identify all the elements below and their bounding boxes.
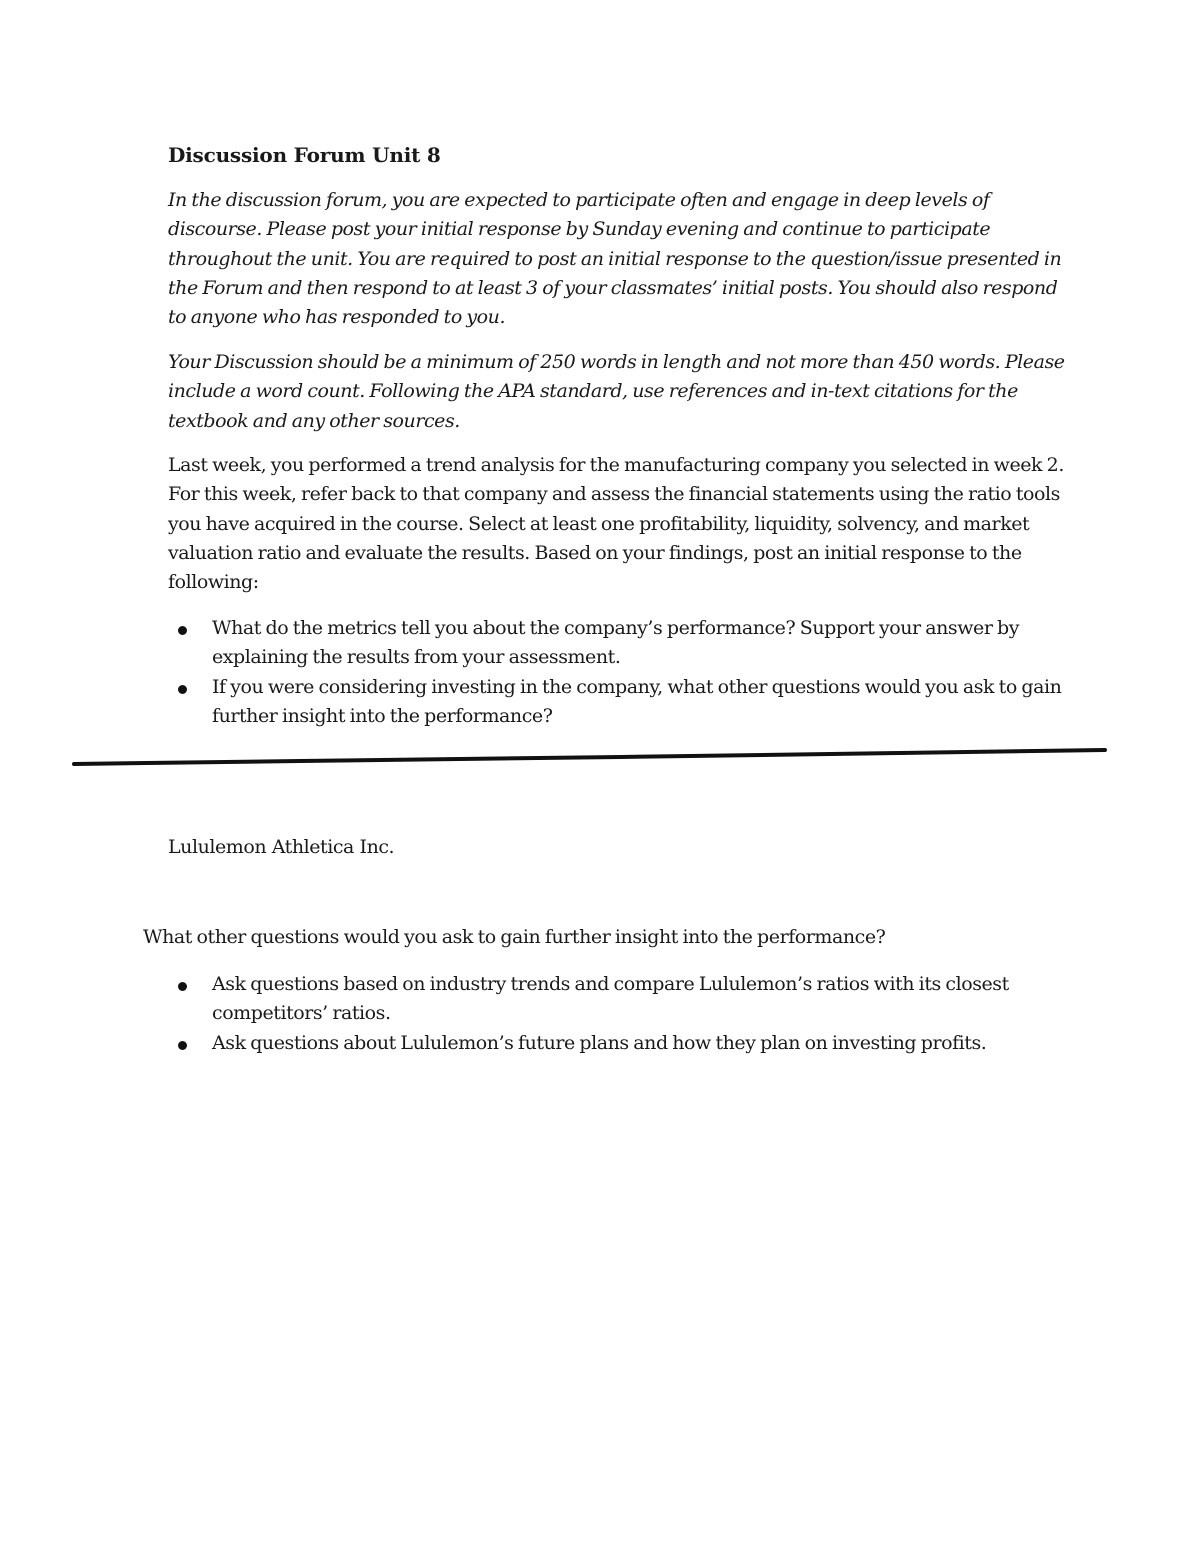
list-item: [168, 1029, 1068, 1058]
instructions-paragraph-2: Your Discussion should be a minimum of 250 words in length and not more than 450 words. Please include a word count. Following the APA standard, use references and in-text citations for the textbook and any other sources.: [168, 351, 1065, 432]
instructions-paragraph-1: In the discussion forum, you are expected to participate often and engage in deep levels of discourse. Please post your initial response by Sunday evening and continue to participate throughout the unit. You are required to post an initial response to the question/issue presented in the Forum and then respond to at least 3 of your classmates’ initial posts. You should also respond to anyone who has responded to you.: [168, 189, 1062, 329]
list-item-text: Ask questions about Lululemon’s future plans and how they plan on investing profits.: [212, 1031, 987, 1054]
document-title: Discussion Forum Unit 8: [168, 143, 441, 167]
list-item-text: If you were considering investing in the company, what other questions would you ask to gain further insight into the performance?: [212, 675, 1062, 727]
bullet-icon: [178, 1041, 187, 1050]
answer-bullet-list: [168, 970, 1068, 1058]
list-item: [168, 970, 1068, 1029]
company-name: Lululemon Athletica Inc.: [168, 836, 395, 858]
prompt-paragraph: Last week, you performed a trend analysis for the manufacturing company you selected in week 2. For this week, refer back to that company and assess the financial statements using the ratio tools you have acquired in the course. Select at least one profitability, liquidity, solvency, and market valuation ratio and evaluate the results. Based on your findings, post an initial response to the following:: [168, 454, 1064, 594]
bullet-icon: [178, 982, 187, 991]
list-item-text: What do the metrics tell you about the company’s performance? Support your answer by explaining the results from your assessment.: [212, 617, 1020, 669]
question-heading: What other questions would you ask to gain further insight into the performance?: [143, 926, 886, 948]
list-item-text: Ask questions based on industry trends and compare Lululemon’s ratios with its closest competitors’ ratios.: [212, 973, 1009, 1025]
